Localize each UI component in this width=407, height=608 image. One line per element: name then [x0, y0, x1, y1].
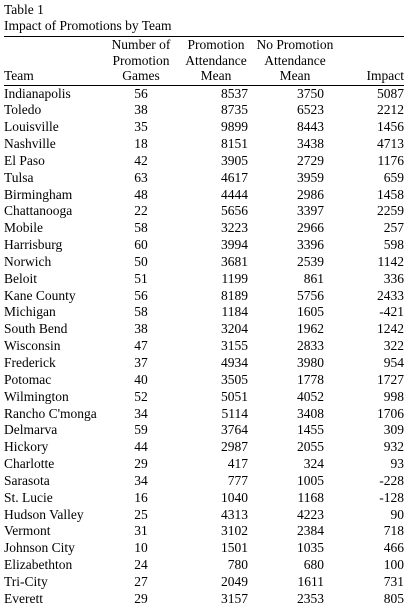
cell-games: 56	[134, 287, 148, 303]
cell-team: El Paso	[4, 152, 45, 168]
cell-games: 37	[134, 355, 148, 370]
cell-impact: 4713	[377, 136, 404, 152]
cell-promo-mean: 9899	[221, 119, 248, 135]
cell-games: 16	[134, 489, 148, 505]
cell-impact: 1706	[377, 405, 404, 421]
header-promo-mean: Promotion Attendance Mean	[180, 37, 252, 85]
cell-impact: 805	[383, 590, 404, 606]
table-row	[4, 220, 404, 237]
cell-team: Tulsa	[4, 169, 34, 185]
cell-games: 31	[134, 523, 148, 539]
cell-nopromo-mean: 2539	[297, 253, 324, 269]
table-row	[4, 321, 404, 338]
cell-promo-mean: 4934	[221, 355, 248, 370]
table-row	[4, 170, 404, 187]
cell-impact: 2212	[377, 102, 404, 118]
cell-promo-mean: 780	[227, 557, 248, 573]
cell-impact: -128	[379, 489, 404, 505]
cell-impact: 1142	[377, 253, 404, 269]
cell-games: 52	[134, 388, 148, 404]
cell-promo-mean: 5656	[221, 203, 248, 219]
table-row	[4, 237, 404, 254]
cell-games: 35	[134, 119, 148, 135]
cell-games: 42	[134, 152, 148, 168]
cell-nopromo-mean: 5756	[297, 287, 324, 303]
cell-team: Chattanooga	[4, 203, 73, 219]
cell-team: St. Lucie	[4, 489, 53, 505]
cell-nopromo-mean: 2055	[297, 439, 324, 455]
cell-team: Nashville	[4, 136, 56, 152]
cell-promo-mean: 3764	[221, 422, 248, 438]
cell-nopromo-mean: 1005	[297, 472, 324, 488]
cell-games: 25	[134, 506, 148, 522]
cell-promo-mean: 2049	[221, 573, 248, 589]
cell-games: 24	[134, 557, 148, 573]
cell-games: 60	[134, 237, 148, 253]
table-row	[4, 136, 404, 153]
cell-nopromo-mean: 3408	[297, 405, 324, 421]
cell-nopromo-mean: 3959	[297, 169, 324, 185]
cell-nopromo-mean: 3396	[297, 237, 324, 253]
cell-nopromo-mean: 2986	[297, 186, 324, 202]
cell-impact: 322	[383, 338, 404, 354]
cell-team: Everett	[4, 590, 43, 606]
cell-impact: 718	[383, 523, 404, 539]
cell-team: South Bend	[4, 321, 68, 337]
cell-team: Wisconsin	[4, 338, 61, 354]
promotions-table	[4, 37, 404, 608]
table-row	[4, 338, 404, 355]
cell-team: Louisville	[4, 119, 59, 135]
cell-team: Hudson Valley	[4, 506, 84, 522]
table-row	[4, 456, 404, 473]
table-row	[4, 254, 404, 271]
cell-team: Frederick	[4, 355, 56, 370]
table-row	[4, 187, 404, 204]
cell-impact: 2433	[377, 287, 404, 303]
header-team: Team	[4, 37, 102, 85]
table-row	[4, 288, 404, 305]
cell-promo-mean: 3155	[221, 338, 248, 354]
table-row	[4, 304, 404, 321]
table-row	[4, 153, 404, 170]
cell-impact: 659	[383, 169, 404, 185]
table-row	[4, 355, 404, 372]
cell-games: 63	[134, 169, 148, 185]
cell-nopromo-mean: 4052	[297, 388, 324, 404]
table-row	[4, 523, 404, 540]
table-row	[4, 473, 404, 490]
table-row	[4, 203, 404, 220]
cell-impact: 598	[383, 237, 404, 253]
cell-promo-mean: 3905	[221, 152, 248, 168]
cell-promo-mean: 3102	[221, 523, 248, 539]
cell-promo-mean: 3994	[221, 237, 248, 253]
cell-impact: -421	[379, 304, 404, 320]
cell-promo-mean: 5114	[221, 405, 248, 421]
cell-promo-mean: 5051	[221, 388, 248, 404]
table-row	[4, 389, 404, 406]
cell-impact: 336	[383, 270, 404, 286]
cell-team: Rancho C'monga	[4, 405, 97, 421]
cell-games: 44	[134, 439, 148, 455]
cell-impact: 90	[390, 506, 404, 522]
cell-promo-mean: 1040	[221, 489, 248, 505]
cell-games: 22	[134, 203, 148, 219]
cell-games: 29	[134, 456, 148, 472]
cell-team: Johnson City	[4, 540, 75, 556]
cell-team: Toledo	[4, 102, 42, 118]
cell-games: 27	[134, 573, 148, 589]
cell-games: 59	[134, 422, 148, 438]
table-row	[4, 591, 404, 608]
table-row	[4, 271, 404, 288]
cell-nopromo-mean: 1605	[297, 304, 324, 320]
cell-nopromo-mean: 2833	[297, 338, 324, 354]
cell-impact: 1727	[377, 371, 404, 387]
cell-promo-mean: 1184	[221, 304, 248, 320]
cell-promo-mean: 4444	[221, 186, 248, 202]
cell-promo-mean: 8151	[221, 136, 248, 152]
cell-games: 56	[134, 85, 148, 101]
cell-games: 34	[134, 472, 148, 488]
cell-promo-mean: 3204	[221, 321, 248, 337]
cell-team: Beloit	[4, 270, 37, 286]
table-number: Table 1	[4, 2, 44, 17]
cell-promo-mean: 1199	[221, 270, 248, 286]
cell-nopromo-mean: 2966	[297, 220, 324, 236]
cell-team: Wilmington	[4, 388, 69, 404]
cell-team: Delmarva	[4, 422, 58, 438]
cell-impact: 731	[383, 573, 404, 589]
cell-games: 34	[134, 405, 148, 421]
cell-team: Sarasota	[4, 472, 50, 488]
header-impact: Impact	[338, 37, 404, 85]
cell-games: 58	[134, 220, 148, 236]
cell-games: 10	[134, 540, 148, 556]
cell-promo-mean: 8537	[221, 85, 248, 101]
cell-team: Norwich	[4, 253, 52, 269]
cell-impact: 932	[383, 439, 404, 455]
table-row	[4, 439, 404, 456]
table-body	[4, 85, 404, 608]
cell-promo-mean: 1501	[221, 540, 248, 556]
table-row	[4, 540, 404, 557]
cell-nopromo-mean: 4223	[297, 506, 324, 522]
cell-impact: 2259	[377, 203, 404, 219]
cell-promo-mean: 3223	[221, 220, 248, 236]
table-row	[4, 372, 404, 389]
cell-impact: 93	[390, 456, 404, 472]
header-games: Number of Promotion Games	[102, 37, 180, 85]
cell-promo-mean: 3681	[221, 253, 248, 269]
cell-games: 38	[134, 102, 148, 118]
cell-impact: 5087	[377, 85, 404, 101]
cell-team: Harrisburg	[4, 237, 63, 253]
table-row	[4, 102, 404, 119]
cell-promo-mean: 417	[227, 456, 248, 472]
cell-team: Mobile	[4, 220, 43, 236]
cell-team: Kane County	[4, 287, 76, 303]
cell-nopromo-mean: 2353	[297, 590, 324, 606]
cell-nopromo-mean: 1168	[297, 489, 324, 505]
cell-promo-mean: 777	[227, 472, 248, 488]
cell-promo-mean: 8189	[221, 287, 248, 303]
cell-promo-mean: 2987	[221, 439, 248, 455]
cell-team: Potomac	[4, 371, 52, 387]
cell-games: 50	[134, 253, 148, 269]
table-row	[4, 507, 404, 524]
cell-nopromo-mean: 1611	[297, 573, 324, 589]
cell-games: 18	[134, 136, 148, 152]
table-row	[4, 557, 404, 574]
cell-team: Charlotte	[4, 456, 55, 472]
cell-team: Vermont	[4, 523, 51, 539]
cell-impact: 1456	[377, 119, 404, 135]
cell-games: 47	[134, 338, 148, 354]
table-row	[4, 406, 404, 423]
cell-team: Michigan	[4, 304, 56, 320]
cell-nopromo-mean: 1778	[297, 371, 324, 387]
cell-nopromo-mean: 6523	[297, 102, 324, 118]
cell-nopromo-mean: 680	[303, 557, 324, 573]
cell-nopromo-mean: 3438	[297, 136, 324, 152]
cell-impact: 954	[383, 355, 404, 370]
cell-team: Birmingham	[4, 186, 73, 202]
cell-team: Hickory	[4, 439, 49, 455]
table-row	[4, 490, 404, 507]
cell-impact: 100	[383, 557, 404, 573]
cell-team: Indianapolis	[4, 85, 71, 101]
cell-nopromo-mean: 3980	[297, 355, 324, 370]
cell-games: 40	[134, 371, 148, 387]
cell-impact: 1176	[377, 152, 404, 168]
cell-promo-mean: 8735	[221, 102, 248, 118]
cell-impact: -228	[379, 472, 404, 488]
cell-games: 58	[134, 304, 148, 320]
table-row	[4, 422, 404, 439]
cell-promo-mean: 3505	[221, 371, 248, 387]
cell-promo-mean: 3157	[221, 590, 248, 606]
cell-nopromo-mean: 8443	[297, 119, 324, 135]
cell-impact: 1242	[377, 321, 404, 337]
cell-team: Tri-City	[4, 573, 48, 589]
cell-promo-mean: 4313	[221, 506, 248, 522]
cell-nopromo-mean: 2729	[297, 152, 324, 168]
cell-games: 38	[134, 321, 148, 337]
cell-nopromo-mean: 1035	[297, 540, 324, 556]
cell-nopromo-mean: 324	[303, 456, 324, 472]
cell-games: 48	[134, 186, 148, 202]
cell-impact: 257	[383, 220, 404, 236]
cell-nopromo-mean: 3397	[297, 203, 324, 219]
cell-promo-mean: 4617	[221, 169, 248, 185]
cell-impact: 998	[383, 388, 404, 404]
cell-impact: 309	[383, 422, 404, 438]
cell-games: 51	[134, 270, 148, 286]
cell-impact: 1458	[377, 186, 404, 202]
table-row	[4, 574, 404, 591]
header-row	[4, 37, 404, 85]
table-row	[4, 119, 404, 136]
cell-nopromo-mean: 861	[303, 270, 324, 286]
cell-team: Elizabethton	[4, 557, 73, 573]
header-nopromo-mean: No Promotion Attendance Mean	[252, 37, 338, 85]
cell-nopromo-mean: 1962	[297, 321, 324, 337]
cell-games: 29	[134, 590, 148, 606]
cell-impact: 466	[383, 540, 404, 556]
table-title: Impact of Promotions by Team	[4, 18, 172, 33]
cell-nopromo-mean: 1455	[297, 422, 324, 438]
cell-nopromo-mean: 3750	[297, 85, 324, 101]
table-row	[4, 85, 404, 102]
cell-nopromo-mean: 2384	[297, 523, 324, 539]
